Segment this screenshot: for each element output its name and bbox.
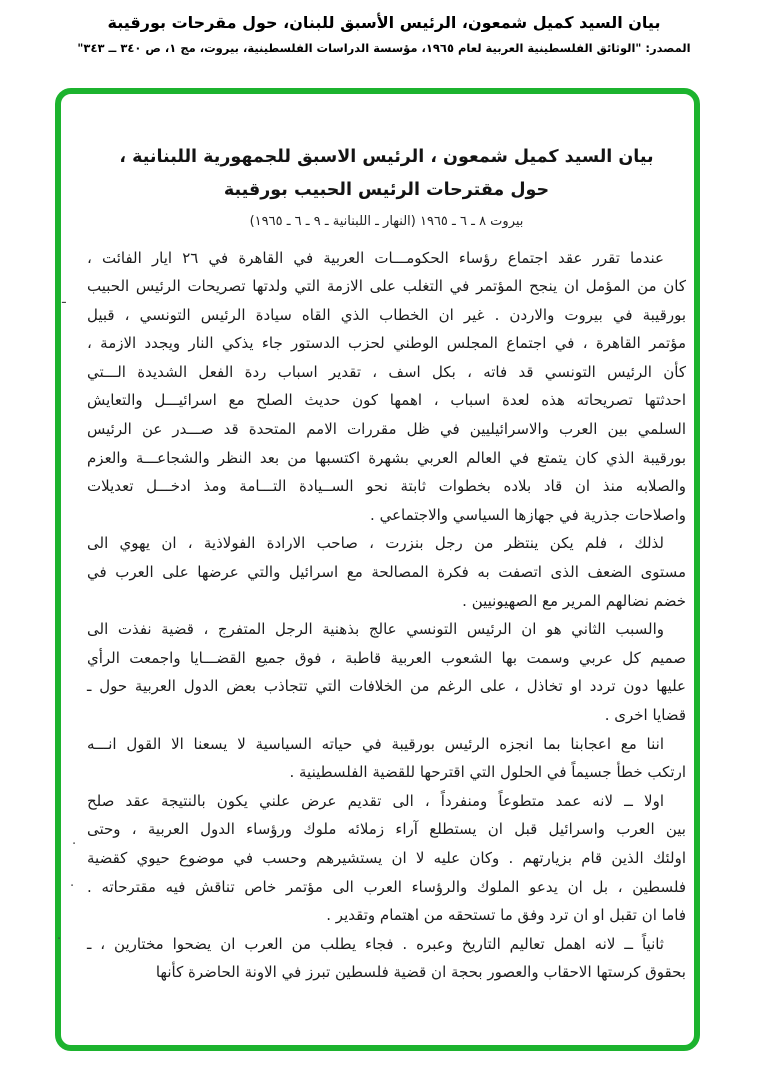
body-line: السلمي بين العرب والاسرائيليين في ظل مقررات الامم المتحدة قد صـــدر عن الرئيس [87,420,686,439]
body-line: ثانياً ــ لانه اهمل تعاليم التاريخ وعبره . فجاء يطلب من العرب ان يضحوا مختارين ، ـ [87,934,664,953]
body-line: مستوى الضعف الذى اتصفت به فكرة المصالحة مع اسرائيل والتي عرضها على العرب في [87,563,686,582]
body-line: فلسطين ، بل ان يدعو الملوك والرؤساء العرب الى مؤتمر خاص تناقش فيه مقترحاته . [87,877,686,896]
page-header [0,0,768,55]
body-line: اولا ــ لانه عمد متطوعاً ومنفرداً ، الى تقديم عرض علني يكون بالنتيجة عقد صلح [87,791,664,810]
body-line: لذلك ، فلم يكن ينتظر من رجل بنزرت ، صاحب الارادة الفولاذية ، ان يهوي الى [87,534,664,553]
body-line: بورقيبة الذي كان يتمتع في العالم العربي بشهرة اكتسبها من بعد النظر والشجاعـــة والعزم [87,448,686,467]
paragraph [87,787,686,930]
body-line: قضايا اخرى . [604,706,686,724]
body-line: فاما ان تقبل او ان ترد وفق ما تستحقه من اهتمام وتقدير . [326,906,686,925]
scan-artifact: ـ [62,292,66,307]
body-line: واصلاحات جذرية في جهازها السياسي والاجتماعي . [370,505,686,524]
body-line: والسبب الثاني هو ان الرئيس التونسي عالج بذهنية الرجل المتفرج ، قضية نفذت الى [87,620,664,639]
body-line: كان من المؤمل ان ينجح المؤتمر في التغلب على الازمة التي ولدتها تصريحات الرئيس الحبيب [87,277,686,296]
page-title: بيان السيد كميل شمعون، الرئيس الأسبق للبنان، حول مقرحات بورقيبة [107,13,661,32]
document-body [87,244,686,987]
paragraph [87,244,686,530]
body-line: عندما تقرر عقد اجتماع رؤساء الحكومـــات العربية في القاهرة في ٢٦ ايار الفائت ، [87,248,664,267]
scan-artifact: · [57,932,62,947]
body-line: مؤتمر القاهرة ، في اجتماع المجلس الوطني لحزب الدستور جاء يذكي النار ويجدد الازمة ، [87,334,686,353]
body-line: خضم نضالهم المرير مع الصهيونيين . [462,591,686,610]
document-frame [55,88,700,1051]
body-line: بورقيبة في بيروت والاردن . غير ان الخطاب الذي القاه سيادة الرئيس التونسي ، قبيل [87,305,686,324]
source-citation: المصدر: "الوثائق الفلسطينية العربية لعام ١٩٦٥، مؤسسة الدراسات الفلسطينية، بيروت، مج ١، ص ٣٤٠ ــ ٣٤٣" [77,41,691,55]
body-line: ارتكب خطأ جسيماً في الحلول التي اقترحها للقضية الفلسطينية . [289,763,686,782]
body-line: صميم كل عربي وسمت بها الشعوب العربية قاطبة ، فوق جميع القضـــايا واجمعت الرأي [87,648,686,667]
body-line: والصلابه منذ ان قاد بلاده بخطوات ثابتة نحو الســيادة التـــامة ومذ ادخـــل تعديلات [87,477,686,496]
body-line: كأن الرئيس التونسي قد فاته ، بكل اسف ، تقدير اسباب ردة الفعل الشديدة الـــتي [87,362,686,381]
body-line: عليها دون تردد او تخاذل ، على الرغم من الخلافات التي تتجاذب بعض الدول العربية حول ـ [87,677,686,696]
document-dateline: بيروت ٨ ـ ٦ ـ ١٩٦٥ (النهار ـ اللبنانية ـ ٩ ـ ٦ ـ ١٩٦٥) [249,213,524,229]
body-line: بحقوق كرستها الاحقاب والعصور بحجة ان قضية فلسطين تبرز في الاونة الحاضرة كأنها [155,963,686,982]
document-title-line1: بيان السيد كميل شمعون ، الرئيس الاسبق للجمهورية اللبنانية ، [119,147,654,167]
body-line: احدثتها تصريحاته هذه لعدة اسباب ، اهمها كون حديث الصلح مع اسرائيـــل والتعايش [87,391,686,410]
paragraph [87,730,686,787]
body-line: اننا مع اعجابنا بما انجزه الرئيس بورقيبة في حياته السياسية لا يسعنا الا القول انـــه [87,734,664,753]
paragraph [87,529,686,615]
paragraph [87,615,686,729]
document-title-line2: حول مقترحات الرئيس الحبيب بورقيبة [223,180,550,201]
scan-artifact: · [72,837,77,852]
body-line: بين العرب واسرائيل قبل ان يستطلع آراء زملائه ملوك ورؤساء الدول العربية ، وحتى [87,820,686,839]
body-line: اولئك الذين قام بزيارتهم . وكان عليه لا ان يستشيرهم وحسب في موضوع حيوي كقضية [87,848,686,867]
paragraph [87,930,686,987]
scan-artifact: · [70,879,75,894]
